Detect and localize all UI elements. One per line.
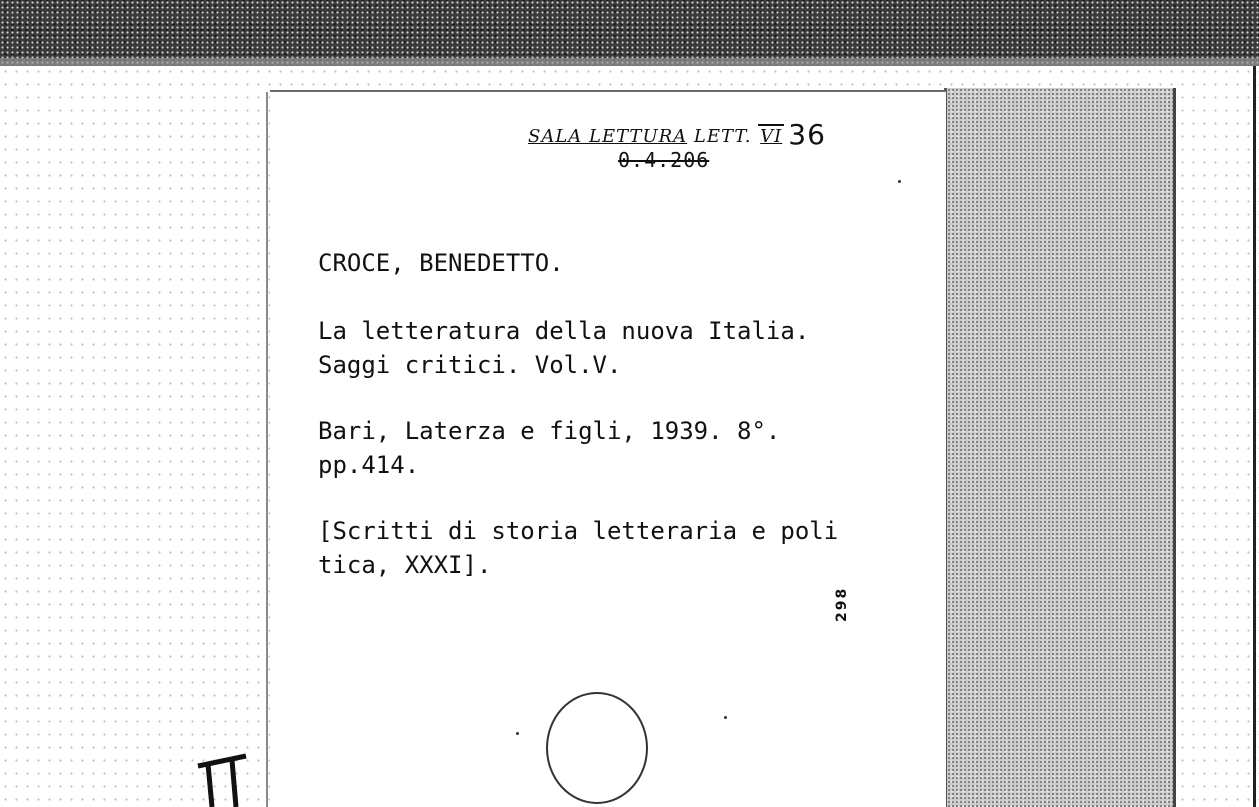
author-heading: CROCE, BENEDETTO. (318, 249, 564, 277)
title-line: La letteratura della nuova Italia. (318, 317, 810, 345)
dark-scan-band (0, 0, 1259, 66)
shelfmark-section: LETT. (693, 126, 752, 147)
imprint-block (318, 414, 780, 482)
ink-speck (516, 732, 519, 735)
ink-speck (724, 716, 727, 719)
imprint-line: pp.414. (318, 451, 420, 479)
punch-hole (546, 692, 648, 804)
imprint-line: Bari, Laterza e figli, 1939. 8°. (318, 417, 781, 445)
shelfmark-volume: VI (760, 126, 783, 147)
shelfmark (528, 118, 826, 151)
shelfmark-room: SALA LETTURA (528, 126, 688, 147)
series-line: tica, XXXI]. (318, 551, 492, 579)
series-line: [Scritti di storia letteraria e poli (318, 517, 839, 545)
card-left-edge (266, 92, 268, 807)
title-block (318, 314, 809, 382)
partial-letter-mark (196, 752, 248, 807)
speckled-card-edge (944, 88, 1176, 807)
series-block (318, 514, 838, 582)
catalog-card (270, 90, 946, 807)
stamped-number: 298 (834, 586, 850, 622)
page-edge-line (1253, 66, 1256, 807)
title-line: Saggi critici. Vol.V. (318, 351, 622, 379)
ink-speck (898, 180, 901, 183)
shelfmark-number: 36 (788, 118, 826, 151)
old-shelfmark-struck: 0.4.206 (618, 148, 710, 172)
